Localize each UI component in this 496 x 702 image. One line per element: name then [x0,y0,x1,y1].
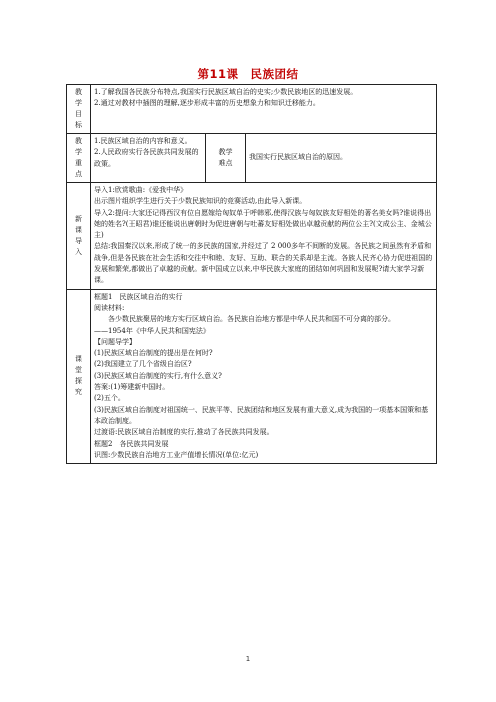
section-heading: 框题2 各民族共同发展 [94,439,169,448]
page-number: 1 [245,655,251,663]
answer-line: 答案:(1)筹建新中国时。 [94,383,170,392]
answer-line: (2)五个。 [94,394,125,403]
intro-label: 新课导入 [75,214,82,256]
explore-line: 阅读材料: [94,303,125,312]
intro-row [67,183,437,290]
question-line: (2)我国建立了几个省级自治区? [94,360,192,369]
keypoints-label: 教学重点 [75,137,82,178]
intro-content [91,183,437,290]
question-heading: 【问题导学】 [94,337,136,346]
difficulty-text: 我国实行民族区域自治的原因。 [249,153,347,162]
intro-line: 出示图片组织学生进行关于少数民族知识的竞赛活动,由此导入新课。 [94,197,307,206]
goal-line: 2.通过对教材中插图的理解,逐步形成丰富的历史想象力和知识迁移能力。 [94,99,320,108]
goals-label: 教学目标 [75,88,82,129]
intro-label-cell [67,183,91,290]
keypoints-row [67,134,437,183]
explore-row [67,289,437,463]
question-line: (1)民族区域自治制度的提出是在何时? [94,349,213,358]
explore-label: 课堂探究 [75,355,82,397]
explore-content [91,289,437,463]
answer-line: (3)民族区域自治制度对祖国统一、民族平等、民族团结和地区发展有重大意义,成为我国的一项基本国策和基本政治制度。 [94,405,429,425]
intro-line: 总结:我国秦汉以来,形成了统一的多民族的国家,并经过了 2 000多年不间断的发展。各民族之间虽然有矛盾和战争,但是各民族在社会生活和交往中和睦、友好、互助、联合的关系却是主流。各族人民齐心协力促进祖国的发展和繁荣,都做出了卓越的贡献。新中国成立以来,中华民族大家庭的团结如何巩固和发展呢?请大家学习新课。 [94,242,433,285]
lesson-title: 第11课 民族团结 [197,67,299,81]
difficulty-label: 教学难点 [218,148,233,167]
keypoint-line: 2.人民政府实行各民族共同发展的政策。 [94,148,199,168]
explore-label-cell [67,289,91,463]
transition-line: 过渡语:民族区域自治制度的实行,推动了各民族共同发展。 [94,428,274,437]
quote-text: 各少数民族聚居的地方实行区域自治。各民族自治地方都是中华人民共和国不可分离的部分。 [108,315,395,324]
keypoint-line: 1.民族区域自治的内容和意义。 [94,137,192,145]
keypoints-label-cell [67,134,91,183]
keypoints-content [91,134,206,183]
lesson-plan-table [66,84,437,464]
goals-label-cell [67,85,91,134]
goal-line: 1.了解我国各民族分布特点,我国实行民族区域自治的史实;少数民族地区的迅速发展。 [94,88,358,96]
explore-line: 识图:少数民族自治地方工业产值增长情况(单位:亿元) [94,450,259,459]
difficulty-content [246,134,437,183]
question-line: (3)民族区域自治制度的实行,有什么意义? [94,371,222,380]
goals-content [91,85,437,134]
goals-row [67,85,437,134]
section-heading: 框题1 民族区域自治的实行 [94,292,183,301]
difficulty-label-cell [206,134,246,183]
intro-line: 导入2:提问:大家还记得西汉有位自愿嫁给匈奴单于呼韩邪,使得汉族与匈奴族友好相处的著名美女吗?谁说得出她的姓名?(王昭君)谁还能说出唐朝时为促进唐朝与吐蕃友好相处做出卓越贡献的两位公主?(文成公主、金城公主) [94,208,432,240]
quote-source: ——1954年《中华人民共和国宪法》 [94,326,210,335]
intro-line: 导入1:欣赏歌曲:《爱我中华》 [94,186,188,194]
